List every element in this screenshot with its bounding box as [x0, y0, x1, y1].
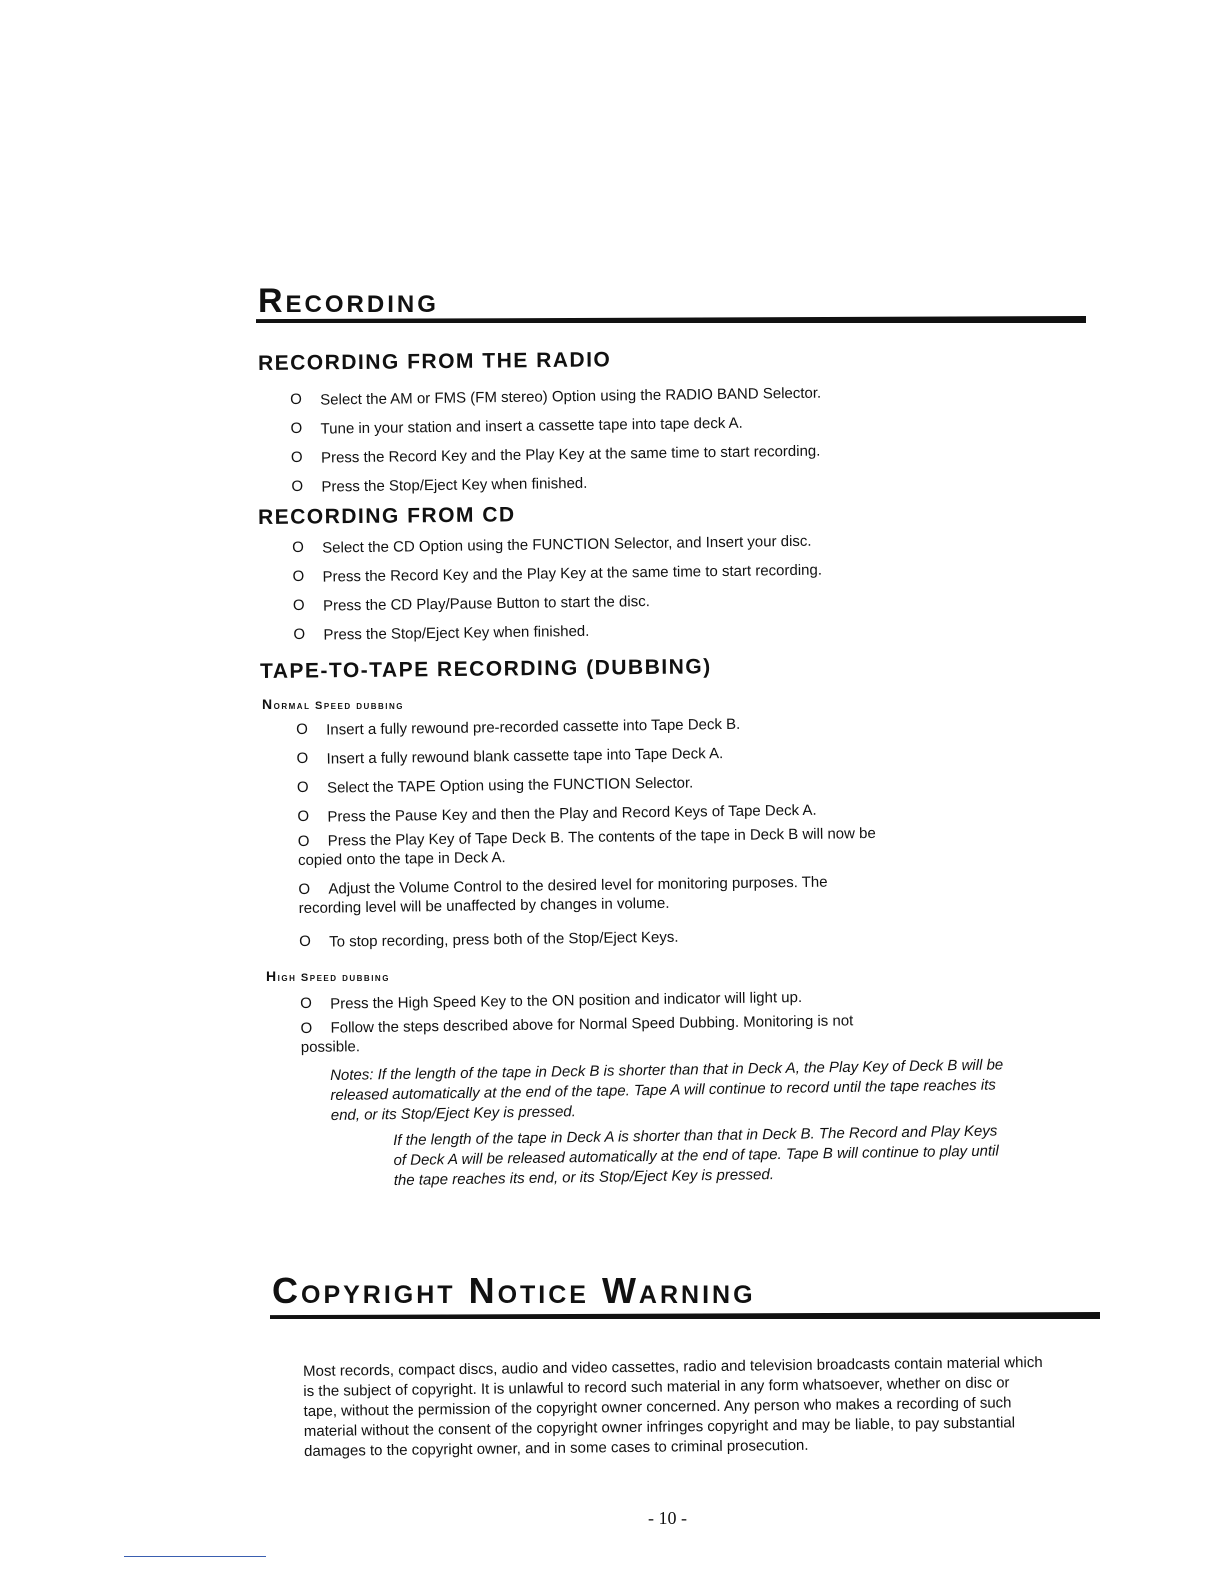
- bullet-icon: O: [300, 994, 312, 1012]
- copyright-title: Copyright Notice Warning: [272, 1270, 756, 1311]
- note-deck-b-shorter: Notes: If the length of the tape in Deck B is shorter than that in Deck A, the Play Key of Deck B will be released automatically at the end of the tape. Tape A will continue to record until the tape reaches its end, or its Stop/Eject Key is pressed.: [330, 1056, 1004, 1124]
- bullet-icon: O: [292, 596, 305, 614]
- bullet-icon: O: [298, 880, 311, 898]
- bullet-icon: O: [292, 567, 305, 585]
- copyright-body: Most records, compact discs, audio and video cassettes, radio and television broadcasts contain material which is the subject of copyright. It is unlawful to record such material in any form whatsoever, whether on disc or tape, without the permission of the copyright owner concerned. Any person who makes a recording of such material without the consent of the copyright owner infringes copyright and may be liable, to pay substantial damages to the copyright owner, and in some cases to criminal prosecution.: [303, 1353, 1043, 1460]
- bullet-icon: O: [297, 807, 310, 825]
- high-speed-steps: [300, 980, 1021, 1067]
- bullet-icon: O: [290, 448, 303, 466]
- recording-title: Recording: [258, 282, 439, 320]
- bullet-icon: O: [296, 778, 309, 796]
- bullet-icon: O: [290, 419, 303, 437]
- bullet-icon: O: [297, 832, 310, 850]
- radio-heading: RECORDING FROM THE RADIO: [257, 348, 612, 375]
- list-item: O Press the Record Key and the Play Key at the same time to start recording.: [290, 442, 821, 467]
- cd-steps: [292, 527, 823, 650]
- bullet-icon: O: [291, 477, 304, 495]
- footnote-rule: [124, 1556, 266, 1557]
- bullet-icon: O: [290, 390, 302, 408]
- bullet-icon: O: [296, 749, 309, 767]
- page-number: - 10 -: [648, 1508, 687, 1528]
- bullet-icon: O: [293, 625, 306, 643]
- note-deck-a-shorter: If the length of the tape in Deck A is shorter than that in Deck B. The Record and Play Keys of Deck A will be released automatically at the end of tape. Tape B will continue to play until the tape reaches its end, or its Stop/Eject Key is pressed.: [393, 1122, 999, 1190]
- normal-speed-heading: Normal Speed dubbing: [262, 696, 405, 712]
- list-item: O Press the Stop/Eject Key when finished.: [291, 474, 588, 496]
- list-item: O Press the Stop/Eject Key when finished.: [293, 622, 590, 644]
- list-item: O Select the AM or FMS (FM stereo) Option using the RADIO BAND Selector.: [290, 384, 822, 409]
- list-item: O Select the TAPE Option using the FUNCTION Selector.: [296, 774, 694, 797]
- bullet-icon: O: [296, 720, 308, 738]
- list-item: O Press the Pause Key and then the Play and Record Keys of Tape Deck A.: [297, 801, 817, 826]
- list-item: O To stop recording, press both of the Stop/Eject Keys.: [299, 928, 679, 951]
- list-item: O Insert a fully rewound pre-recorded cassette into Tape Deck B.: [296, 715, 741, 739]
- list-item: O Press the Play Key of Tape Deck B. The contents of the tape in Deck B will now be copied onto the tape in Deck A.: [297, 824, 876, 869]
- dubbing-heading: TAPE-TO-TAPE RECORDING (DUBBING): [259, 655, 712, 683]
- list-item: O Select the CD Option using the FUNCTION Selector, and Insert your disc.: [292, 532, 812, 557]
- list-item: O Adjust the Volume Control to the desired level for monitoring purposes. The recording level will be unaffected by changes in volume.: [298, 873, 828, 917]
- section-rule: [270, 1312, 1100, 1319]
- list-item: O Press the High Speed Key to the ON position and indicator will light up.: [300, 988, 803, 1013]
- list-item: O Press the Record Key and the Play Key at the same time to start recording.: [292, 561, 823, 586]
- radio-steps: [290, 379, 823, 502]
- list-item: O Insert a fully rewound blank cassette tape into Tape Deck A.: [296, 745, 724, 768]
- high-speed-heading: High Speed dubbing: [266, 968, 390, 984]
- bullet-icon: O: [292, 538, 304, 556]
- cd-heading: RECORDING FROM CD: [257, 503, 516, 529]
- bullet-icon: O: [300, 1019, 313, 1037]
- list-item: O Press the CD Play/Pause Button to start the disc.: [292, 593, 650, 615]
- dubbing-notes: [330, 1055, 1012, 1198]
- bullet-icon: O: [299, 932, 311, 950]
- list-item: O Follow the steps described above for Normal Speed Dubbing. Monitoring is not possible.: [300, 1012, 854, 1056]
- normal-speed-steps: [296, 706, 1039, 957]
- list-item: O Tune in your station and insert a cassette tape into tape deck A.: [290, 414, 743, 438]
